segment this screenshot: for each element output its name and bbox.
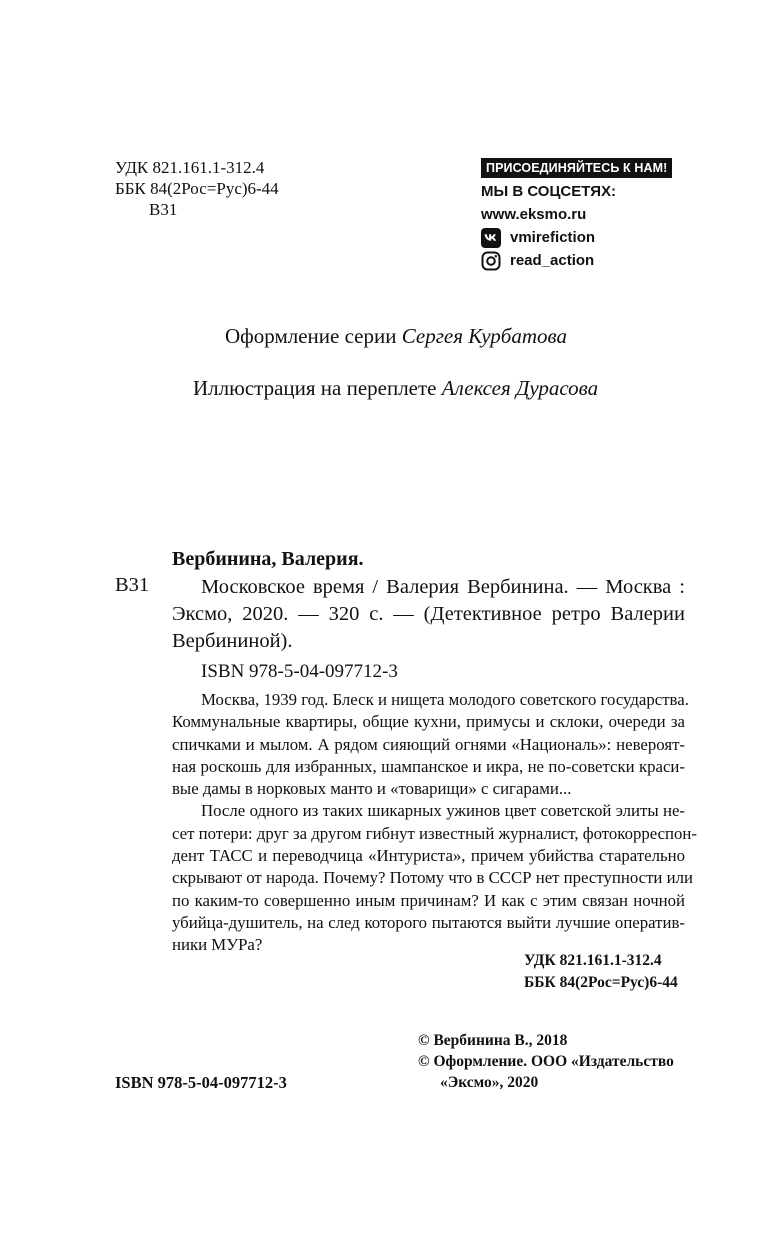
bibliography-line: Московское время / Валерия Вербинина. — Москва :	[201, 576, 685, 598]
illustrator-name: Алексея Дурасова	[441, 376, 599, 400]
bibliography-author: Вербинина, Валерия.	[172, 548, 364, 570]
join-banner: ПРИСОЕДИНЯЙТЕСЬ К НАМ!	[481, 158, 672, 178]
copyright-publisher: «Эксмо», 2020	[440, 1074, 539, 1091]
annotation-line: вые дамы в норковых манто и «товарищи» с сигарами...	[172, 779, 572, 799]
udk-code: УДК 821.161.1-312.4	[115, 158, 265, 177]
author-sign: В31	[149, 200, 178, 219]
illustration-credit	[193, 376, 598, 401]
annotation-line: скрывают от народа. Почему? Потому что в СССР нет преступности или	[172, 868, 693, 888]
annotation-line: Москва, 1939 год. Блеск и нищета молодого советского государства.	[201, 690, 689, 709]
bibliography-code: В31	[115, 574, 150, 596]
annotation-line: спичками и мылом. А рядом сияющий огнями «Националь»: невероят-	[172, 734, 685, 754]
social-heading: МЫ В СОЦСЕТЯХ:	[481, 183, 617, 200]
annotation-line: убийца-душитель, на след которого пытаются выйти лучшие оператив-	[172, 912, 685, 932]
copyright-design: © Оформление. ООО «Издательство	[418, 1053, 674, 1070]
vk-handle: vmirefiction	[510, 229, 596, 246]
series-designer-name: Сергея Курбатова	[401, 324, 568, 348]
annotation-line: сет потери: друг за другом гибнут известный журналист, фотокорреспон-	[172, 823, 697, 843]
bbk-code: ББК 84(2Рос=Рус)6-44	[115, 179, 279, 198]
bibliography-line: Вербининой).	[172, 630, 293, 652]
footer-udk: УДК 821.161.1-312.4	[524, 952, 662, 969]
vk-link[interactable]	[481, 226, 672, 249]
footer-classification	[524, 950, 678, 994]
annotation-line: ная роскошь для избранных, шампанское и икра, не по-советски краси-	[172, 756, 685, 776]
series-design-label: Оформление серии	[225, 324, 397, 348]
social-block	[481, 158, 672, 272]
instagram-link[interactable]	[481, 249, 672, 272]
vk-icon	[481, 228, 501, 248]
copyright-author: © Вербинина В., 2018	[418, 1032, 568, 1049]
annotation-line: После одного из таких шикарных ужинов цвет советской элиты не-	[201, 801, 685, 821]
instagram-handle: read_action	[510, 252, 595, 269]
footer-bbk: ББК 84(2Рос=Рус)6-44	[524, 974, 678, 991]
instagram-icon	[481, 251, 501, 271]
annotation-line: Коммунальные квартиры, общие кухни, примусы и склоки, очереди за	[172, 712, 685, 732]
illustration-label: Иллюстрация на переплете	[193, 376, 437, 400]
isbn-bottom: ISBN 978-5-04-097712-3	[115, 1073, 287, 1092]
series-design-credit	[225, 324, 567, 349]
annotation	[172, 689, 697, 957]
annotation-line: по каким-то совершенно иным причинам? И как с этим связан ночной	[172, 890, 685, 910]
bibliography-description	[172, 574, 685, 655]
bibliography-isbn: ISBN 978-5-04-097712-3	[201, 661, 398, 682]
annotation-line: ники МУРа?	[172, 935, 263, 955]
annotation-line: дент ТАСС и переводчица «Интуриста», причем убийства старательно	[172, 846, 685, 866]
bibliography-line: Эксмо, 2020. — 320 с. — (Детективное ретро Валерии	[172, 603, 685, 625]
copyright-block	[418, 1030, 674, 1093]
classification-block	[115, 157, 279, 220]
website-link[interactable]: www.eksmo.ru	[481, 206, 587, 223]
